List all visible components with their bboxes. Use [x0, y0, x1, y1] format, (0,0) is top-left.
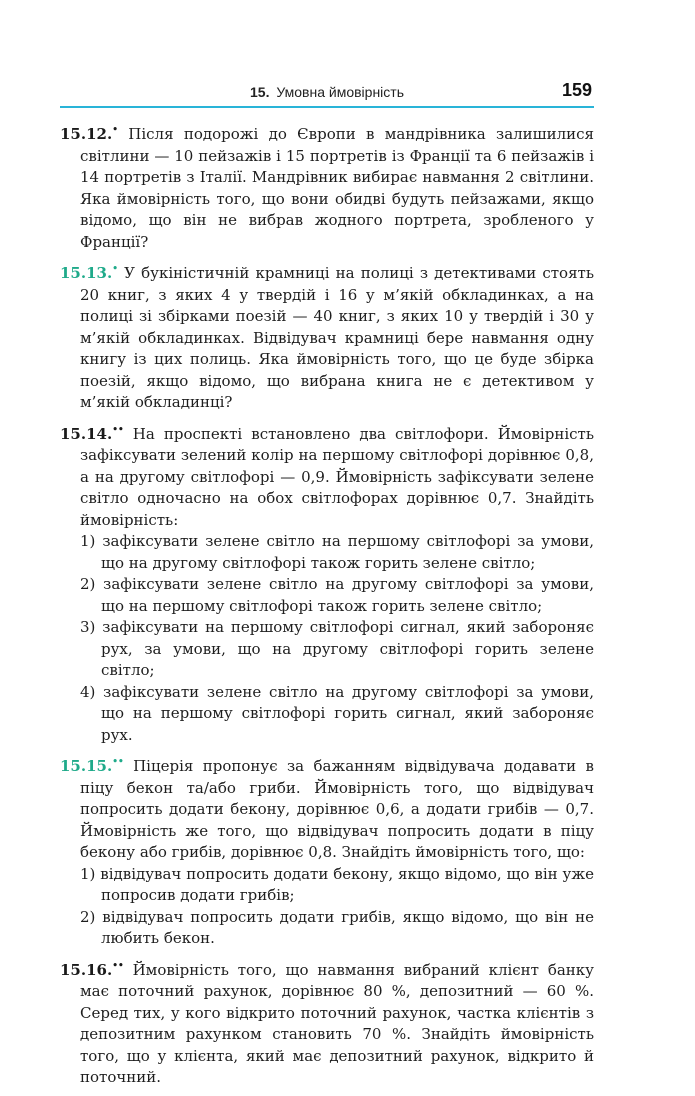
list-item: 1) відвідувач попросить додати бекону, якщо відомо, що він уже попросив додати грибів;	[80, 864, 594, 904]
section-title	[60, 84, 594, 100]
problem-number: 15.15.••	[60, 757, 124, 775]
problem-15-16	[60, 957, 594, 1089]
problem-15-15	[60, 753, 594, 950]
list-item: 2) зафіксувати зелене світло на другому світлофорі за умови, що на першому світлофорі також горить зелене світло;	[80, 575, 594, 615]
problem-text: 15.14.•• На проспекті встановлено два світлофори. Ймовірність зафіксувати зелений колір на першому світлофорі дорівнює 0,8, а на другому світлофорі — 0,9. Ймовірність зафіксувати зелене світло одночасно на обох світлофорах дорівнює 0,7. Знайдіть ймовірність:	[60, 424, 594, 529]
problem-number: 15.16.••	[60, 960, 124, 979]
problem-text: 15.12.• Після подорожі до Європи в мандрівника залишилися світлини — 10 пейзажів і 15 портретів із Франції та 6 пейзажів і 14 портретів з Італії. Мандрівник вибирає навмання 2 світлини. Яка ймовірність того, що вони обидві будуть пейзажами, якщо відомо, що він не вибрав жодного портрета, зробленого у Франції?	[60, 125, 594, 251]
list-item: 3) зафіксувати на першому світлофорі сигнал, який забороняє рух, за умови, що на другому світлофорі горить зелене світло;	[80, 618, 594, 679]
page-header	[60, 78, 594, 108]
section-number: 15.	[250, 84, 270, 100]
list-item: 1) зафіксувати зелене світло на першому світлофорі за умови, що на другому світлофорі також горить зелене світло;	[80, 532, 594, 572]
sub-items	[60, 531, 594, 746]
sub-items	[60, 864, 594, 950]
problem-number: 15.13.•	[60, 264, 118, 282]
page-content	[60, 121, 594, 1096]
section-title-text: Умовна ймовірність	[276, 84, 404, 100]
problem-15-14	[60, 421, 594, 747]
page-number: 159	[561, 80, 592, 100]
problem-text: 15.15.•• Піцерія пропонує за бажанням відвідувача додавати в піцу бекон та/або гриби. Ймовірність того, що відвідувач попросить додати бекону, дорівнює 0,6, а додати грибів — 0,7. Ймовірність же того, що відвідувач попросить додати в піцу бекону або грибів, дорівнює 0,8. Знайдіть ймовірність того, що:	[60, 757, 594, 861]
problem-15-12	[60, 121, 594, 253]
list-item: 4) зафіксувати зелене світло на другому світлофорі за умови, що на першому світлофорі горить сигнал, який забороняє рух.	[80, 682, 594, 744]
list-item: 2) відвідувач попросить додати грибів, якщо відомо, що він не любить бекон.	[80, 907, 594, 947]
problem-15-13	[60, 260, 594, 414]
problem-text: 15.13.• У букіністичній крамниці на полиці з детективами стоять 20 книг, з яких 4 у твердій і 16 у м’якій обкладинках, а на полиці зі збірками поезій — 40 книг, з яких 10 у твердій і 30 у м’якій обкладинках. Відвідувач крамниці бере навмання одну книгу із цих полиць. Яка ймовірність того, що це буде збірка поезій, якщо відомо, що вибрана книга не є детективом у м’якій обкладинці?	[60, 264, 594, 411]
problem-text: 15.16.•• Ймовірність того, що навмання вибраний клієнт банку має поточний рахунок, дорівнює 80 %, депозитний — 60 %. Серед тих, у кого відкрито поточний рахунок, частка клієнтів з депозитним рахунком становить 70 %. Знайдіть ймовірність того, що у клієнта, який має депозитний рахунок, відкрито й поточний.	[60, 960, 594, 1086]
problem-number: 15.14.••	[60, 424, 124, 443]
problem-number: 15.12.•	[60, 125, 118, 143]
